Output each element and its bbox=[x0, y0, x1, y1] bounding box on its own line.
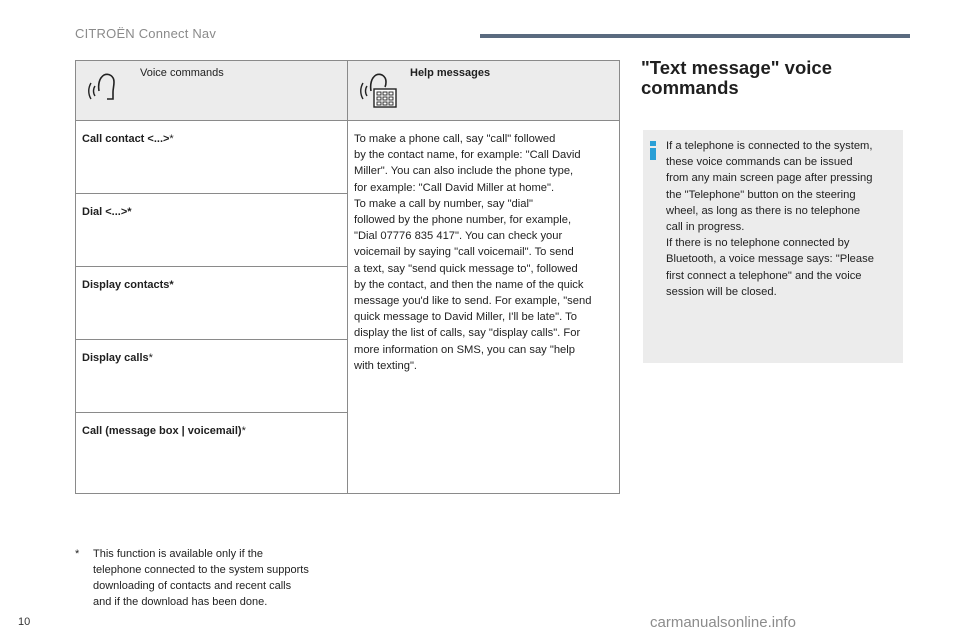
info-line: call in progress. bbox=[666, 221, 745, 234]
help-line: by the contact, and then the name of the quick bbox=[354, 278, 584, 291]
voice-commands-table bbox=[75, 60, 620, 494]
command-star: * bbox=[169, 133, 174, 145]
info-line: first connect a telephone" and the voice bbox=[666, 269, 862, 282]
footnote-line: telephone connected to the system supports bbox=[93, 564, 309, 576]
voice-commands-heading: Voice commands bbox=[140, 67, 224, 79]
header-rule bbox=[480, 34, 910, 38]
command-label: Display calls bbox=[82, 352, 149, 364]
help-line: To make a call by number, say "dial" bbox=[354, 197, 533, 210]
page-number: 10 bbox=[18, 616, 31, 628]
help-line: with texting". bbox=[354, 359, 418, 372]
info-icon bbox=[650, 141, 656, 160]
help-line: more information on SMS, you can say "help bbox=[354, 343, 575, 356]
info-text bbox=[666, 138, 898, 300]
watermark: carmanualsonline.info bbox=[650, 614, 796, 631]
command-row bbox=[76, 267, 347, 340]
info-line: If a telephone is connected to the system, bbox=[666, 140, 873, 152]
section-title-line: commands bbox=[641, 77, 739, 98]
command-label: Call (message box | voicemail) bbox=[82, 425, 242, 437]
help-line: message you'd like to send. For example, "send bbox=[354, 295, 592, 308]
command-row bbox=[76, 121, 347, 194]
help-line: quick message to David Miller, I'll be late". To bbox=[354, 311, 577, 324]
help-line: a text, say "send quick message to", followed bbox=[354, 262, 578, 275]
info-line: these voice commands can be issued bbox=[666, 156, 853, 169]
help-line: To make a phone call, say "call" followed bbox=[354, 133, 556, 145]
help-messages-column bbox=[348, 61, 619, 493]
section-title-line: "Text message" voice bbox=[641, 57, 832, 78]
command-star: * bbox=[148, 352, 153, 364]
command-row bbox=[76, 340, 347, 413]
info-line: If there is no telephone connected by bbox=[666, 237, 850, 250]
help-line: voicemail by saying "call voicemail". To send bbox=[354, 246, 574, 259]
info-box bbox=[643, 130, 903, 363]
help-messages-heading: Help messages bbox=[410, 67, 491, 79]
info-line: wheel, as long as there is no telephone bbox=[666, 204, 861, 217]
info-line: the "Telephone" button on the steering bbox=[666, 188, 856, 201]
document-header-title: CITROËN Connect Nav bbox=[75, 26, 217, 41]
voice-head-icon bbox=[86, 69, 120, 108]
help-message-text bbox=[348, 121, 619, 374]
footnote-mark: * bbox=[75, 548, 80, 560]
command-label: Dial <...>* bbox=[82, 206, 132, 218]
help-line: display the list of calls, say "display calls". For bbox=[354, 327, 581, 340]
voice-commands-header bbox=[76, 61, 347, 121]
info-line: from any main screen page after pressing bbox=[666, 172, 873, 185]
footnote-line: and if the download has been done. bbox=[93, 596, 268, 608]
footnote-line: downloading of contacts and recent calls bbox=[93, 580, 292, 592]
command-row bbox=[76, 413, 347, 486]
footnote-line: This function is available only if the bbox=[93, 548, 263, 560]
voice-keypad-icon bbox=[358, 69, 398, 114]
help-line: by the contact name, for example: "Call David bbox=[354, 149, 581, 162]
command-label: Display contacts* bbox=[82, 279, 174, 291]
section-title bbox=[641, 58, 901, 98]
help-line: for example: "Call David Miller at home". bbox=[354, 181, 555, 194]
command-star: * bbox=[241, 425, 246, 437]
info-line: session will be closed. bbox=[666, 285, 777, 298]
info-line: Bluetooth, a voice message says: "Please bbox=[666, 253, 874, 266]
voice-commands-column bbox=[76, 61, 348, 493]
help-line: "Dial 07776 835 417". You can check your bbox=[354, 230, 563, 243]
footnote bbox=[75, 546, 355, 610]
command-row bbox=[76, 194, 347, 267]
command-label: Call contact <...> bbox=[82, 133, 170, 145]
help-line: followed by the phone number, for example, bbox=[354, 214, 572, 227]
help-line: Miller". You can also include the phone type, bbox=[354, 165, 574, 178]
help-messages-header bbox=[348, 61, 619, 121]
